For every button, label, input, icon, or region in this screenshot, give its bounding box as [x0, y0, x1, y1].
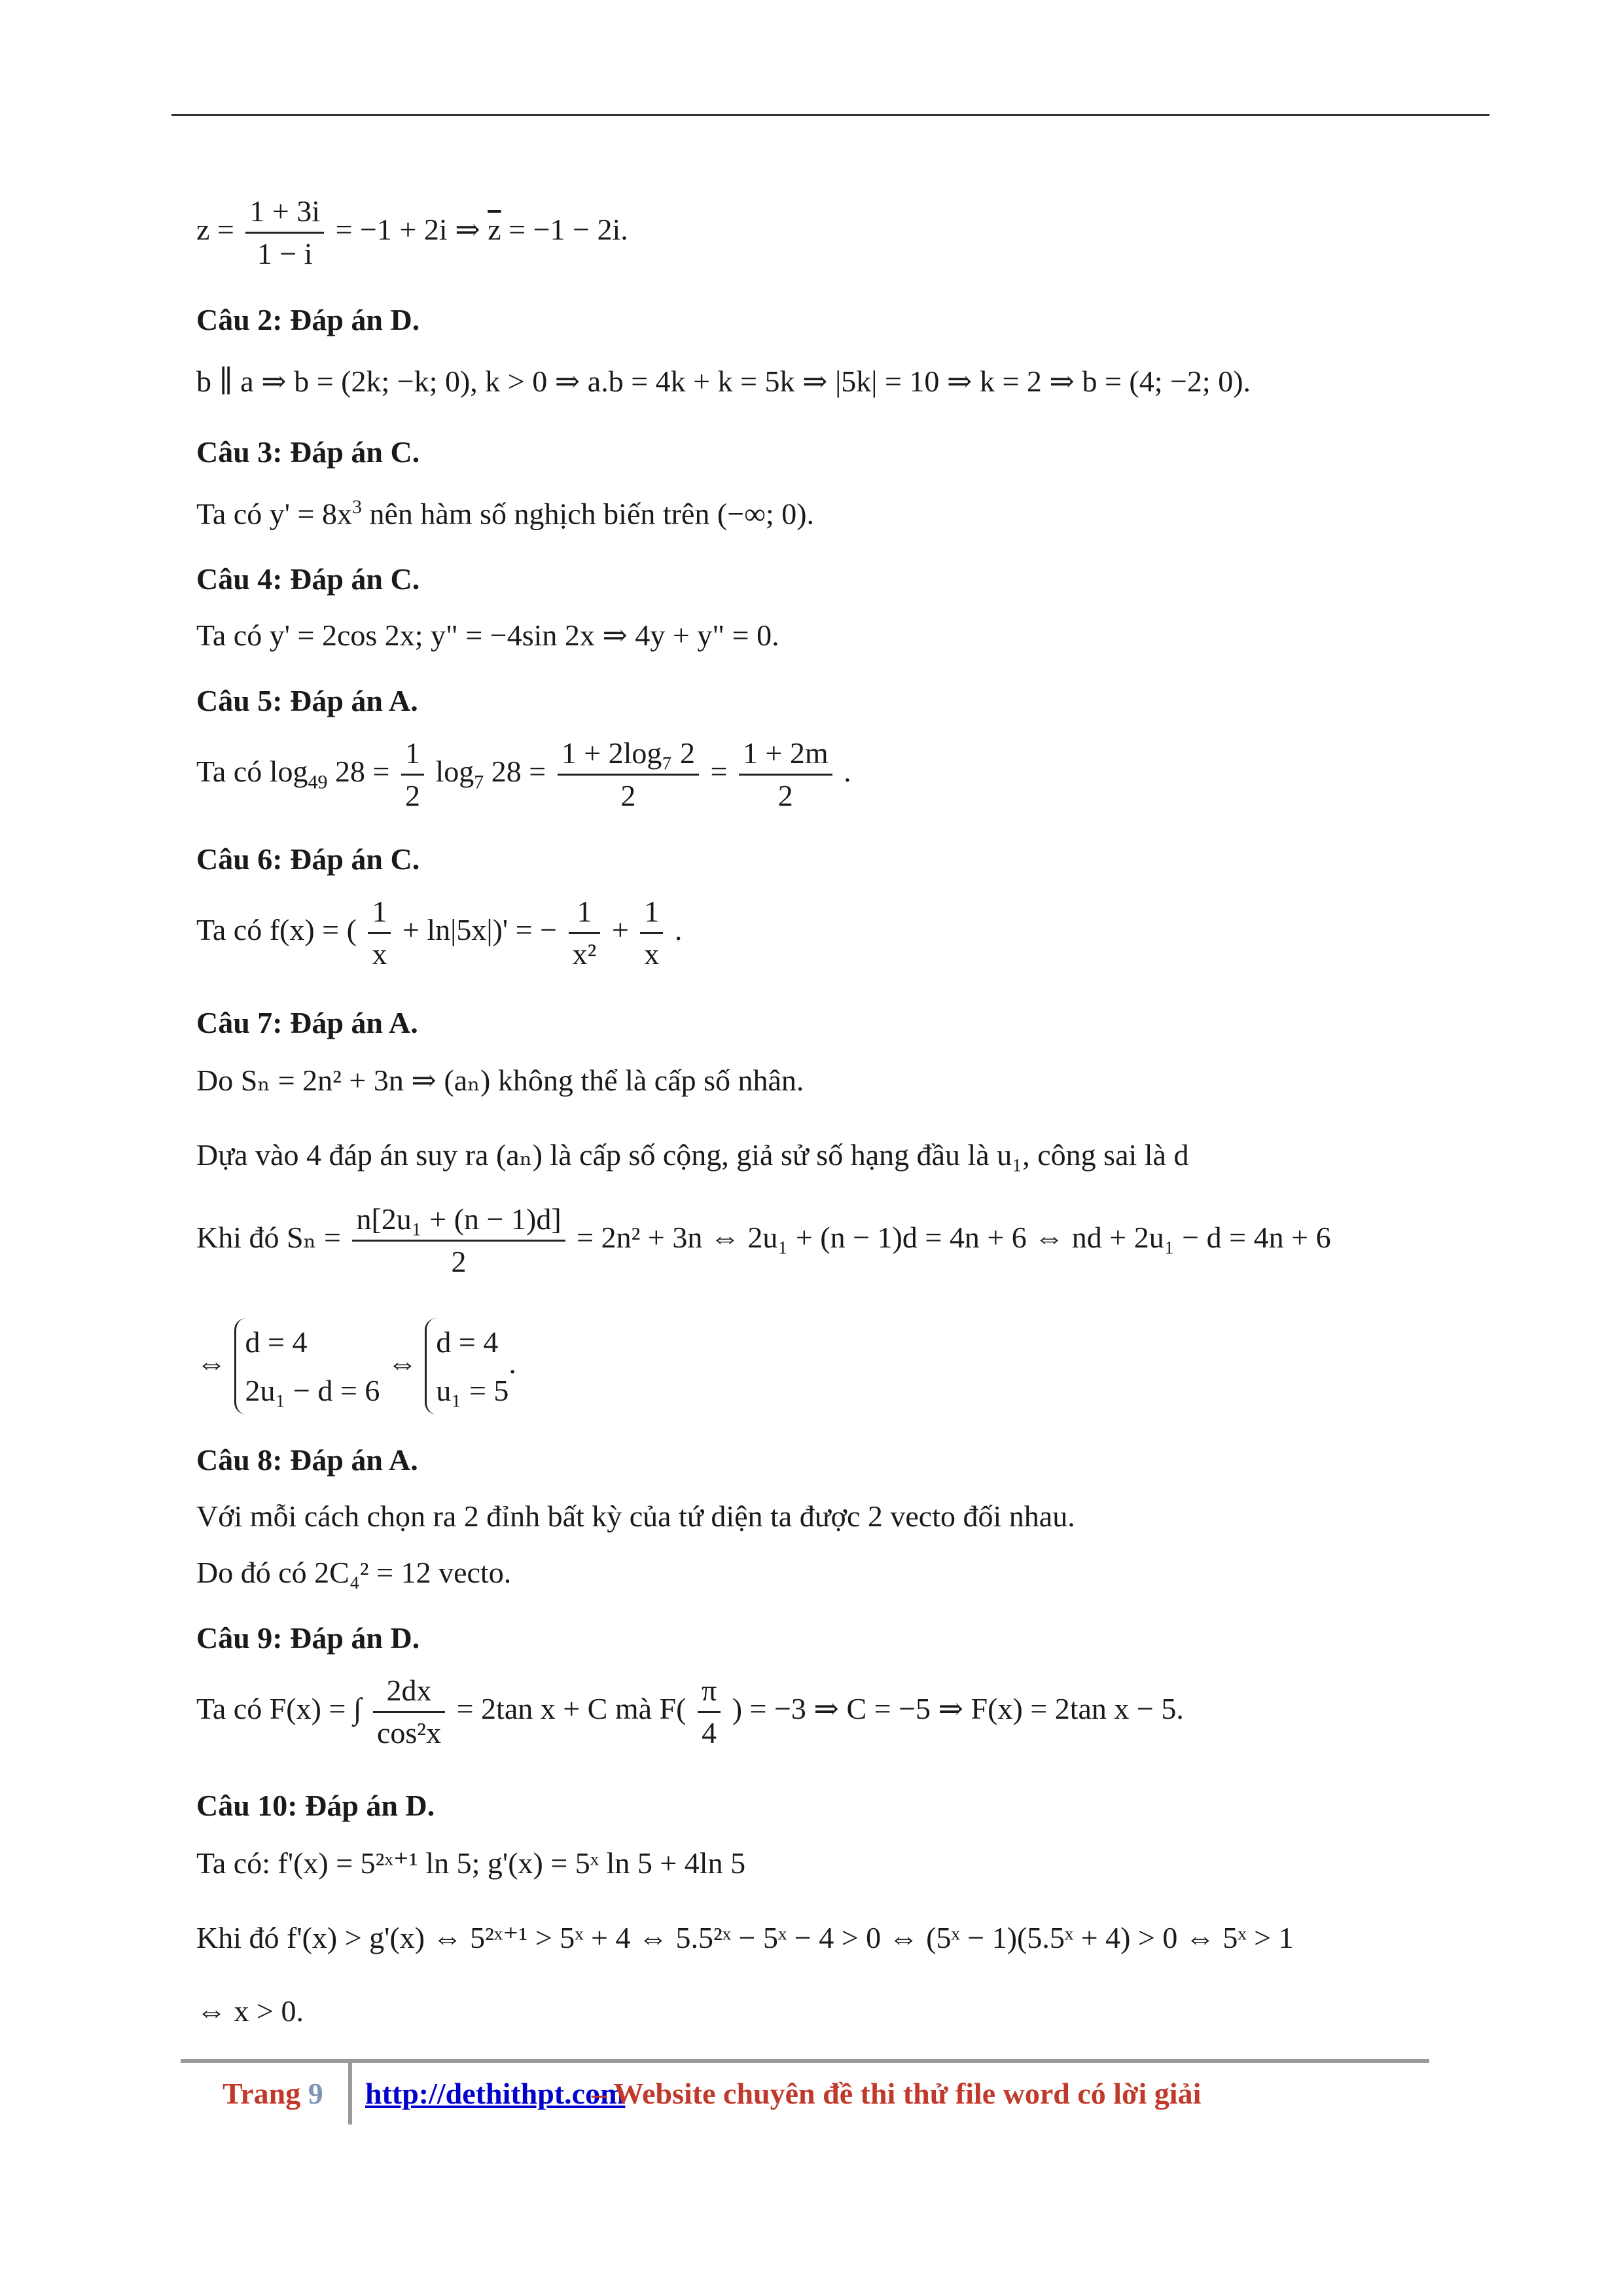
q4-text: Ta có y' = 2cos 2x; y" = −4sin 2x ⇒ 4y + y" = 0.	[196, 619, 779, 652]
q5-heading: Câu 5: Đáp án A.	[196, 684, 418, 717]
fraction: $\frac{2dx}{\text{cos²x}}$	[373, 1676, 445, 1748]
q10-line3: ⇔ x > 0.	[196, 1994, 304, 2028]
q9-equation: Ta có F(x) = ∫ $\frac{2dx}{\text{cos²x}}$ = 2tan x + C mà F( $\frac{\pi}{4}$ ) = −3 ⇒ C = −5 ⇒ F(x) = 2tan x − 5.	[196, 1674, 1184, 1749]
q10-line2: Khi đó f'(x) > g'(x) ⇔ 5²ˣ⁺¹ > 5ˣ + 4 ⇔ 5.5²ˣ − 5ˣ − 4 > 0 ⇔ (5ˣ − 1)(5.5ˣ + 4) > 0 ⇔ 5ˣ > 1	[196, 1921, 1294, 1954]
q6-equation: Ta có f(x) = ( $\frac{1}{x}$ + ln|5x|)' = − $\frac{1}{\text{x²}}$ + $\frac{1}{x}$ .	[196, 895, 683, 971]
equation-system: d = 4 u₁ = 5	[425, 1318, 508, 1414]
footer-separator	[348, 2063, 352, 2125]
fraction: $\frac{\pi}{4}$	[698, 1676, 721, 1748]
fraction: $\frac{1}{x}$	[368, 897, 391, 969]
q3-heading: Câu 3: Đáp án C.	[196, 435, 420, 469]
website-link[interactable]: http://dethithpt.com	[365, 2077, 626, 2110]
footer-tagline: – Website chuyên đề thi thử file word có lời giải	[592, 2077, 1202, 2110]
q7-line2: Dựa vào 4 đáp án suy ra (aₙ) là cấp số cộng, giả sử số hạng đầu là u₁, công sai là d	[196, 1138, 1189, 1172]
q4-heading: Câu 4: Đáp án C.	[196, 562, 420, 596]
q10-heading: Câu 10: Đáp án D.	[196, 1789, 435, 1822]
q7-heading: Câu 7: Đáp án A.	[196, 1006, 418, 1039]
q5-equation: Ta có $\log_{49} 28$ = $\frac{1}{2}$ $\log_7 28$ = $\frac{\text{1 + 2log₇ 2}}{2}$ = $\frac{1 + 2m}{2}$ .	[196, 736, 851, 812]
q8-line1: Với mỗi cách chọn ra 2 đỉnh bất kỳ của tứ diện ta được 2 vecto đối nhau.	[196, 1499, 1075, 1533]
q2-equation: b ∥ a ⇒ b = (2k; −k; 0), k > 0 ⇒ a.b = 4k + k = 5k ⇒ |5k| = 10 ⇒ k = 2 ⇒ b = (4; −2; 0).	[196, 365, 1251, 398]
q8-line2: Do đó có 2C₄² = 12 vecto.	[196, 1556, 512, 1589]
fraction: $\frac{1}{2}$	[401, 738, 424, 811]
fraction: $\frac{\text{1 + 2log₇ 2}}{2}$	[558, 738, 699, 811]
q10-line1: Ta có: f'(x) = 5²ˣ⁺¹ ln 5; g'(x) = 5ˣ ln 5 + 4ln 5	[196, 1846, 746, 1880]
q3-text: Ta có $y' = 8x^3$ nên hàm số nghịch biến trên (−∞; 0).	[196, 496, 815, 531]
q7-system: ⇔ d = 4 2u₁ − d = 6 ⇔ d = 4 u₁ = 5.	[196, 1318, 516, 1414]
fraction: $\frac{1}{\text{x²}}$	[569, 897, 601, 969]
q2-heading: Câu 2: Đáp án D.	[196, 303, 420, 336]
q7-line1: Do Sₙ = 2n² + 3n ⇒ (aₙ) không thể là cấp số nhân.	[196, 1064, 804, 1097]
q7-line3: Khi đó Sₙ = $\frac{\text{n[2u₁ + (n − 1)d]}}{2}$ = 2n² + 3n ⇔ 2u₁ + (n − 1)d = 4n + 6 ⇔ nd + 2u₁ − d = 4n + 6	[196, 1202, 1331, 1278]
fraction: $\frac{\text{n[2u₁ + (n − 1)d]}}{2}$	[352, 1204, 565, 1277]
header-rule	[171, 114, 1489, 116]
equation-system: d = 4 2u₁ − d = 6	[234, 1318, 380, 1414]
q8-heading: Câu 8: Đáp án A.	[196, 1443, 418, 1477]
fraction: $\frac{1 + 2m}{2}$	[739, 738, 832, 811]
fraction: $\frac{1}{x}$	[640, 897, 663, 969]
footer-rule	[181, 2059, 1429, 2063]
page-number: Trang 9	[223, 2077, 323, 2110]
fraction: $\frac{1 + 3i}{1 - i}$	[245, 196, 324, 269]
q1-equation: z = $\frac{1 + 3i}{1 - i}$ = −1 + 2i ⇒ $\overline{z} = -1 - 2i$.	[196, 194, 628, 270]
q9-heading: Câu 9: Đáp án D.	[196, 1621, 420, 1655]
q6-heading: Câu 6: Đáp án C.	[196, 842, 420, 876]
